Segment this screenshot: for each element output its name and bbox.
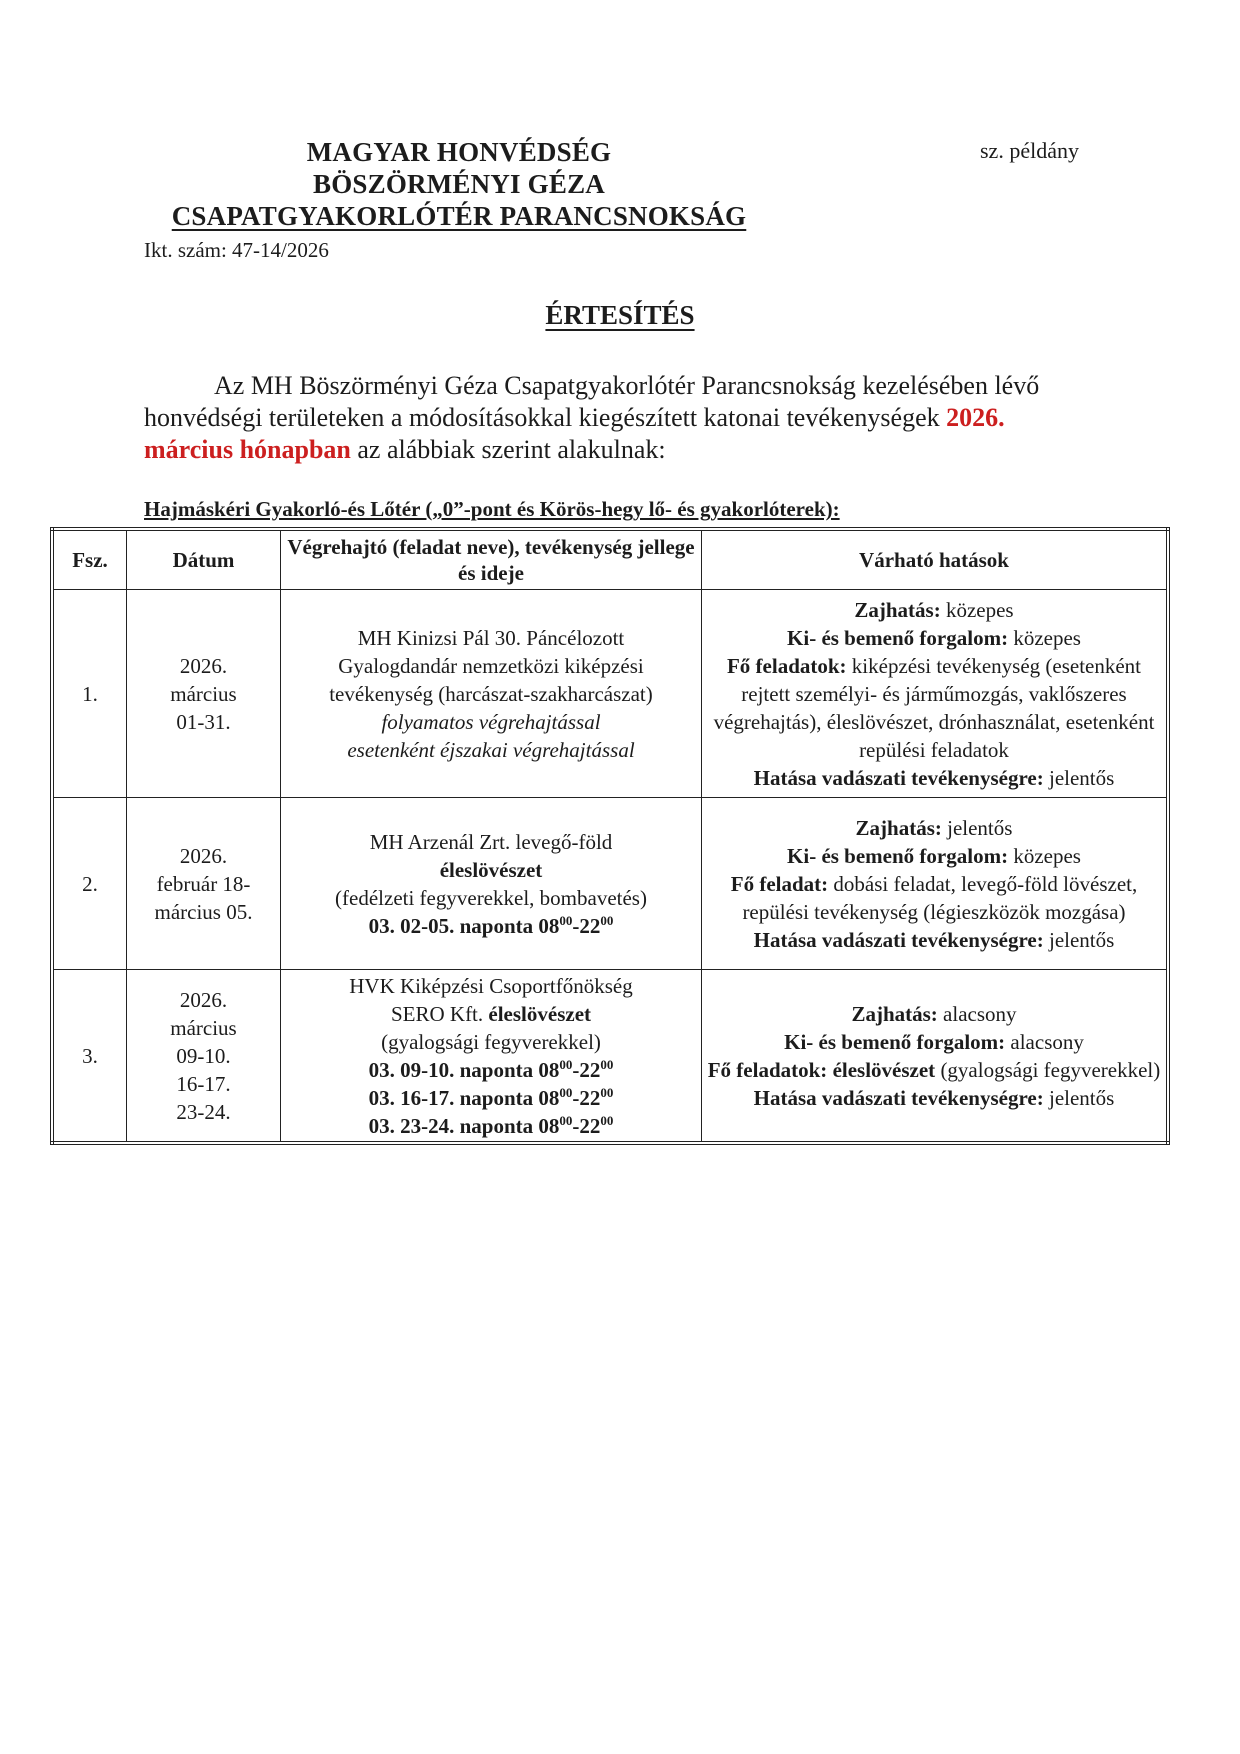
- table-row: [52, 798, 1168, 970]
- date-line: 09-10.: [176, 1043, 231, 1068]
- row-executor: [281, 970, 702, 1144]
- table-header-row: [52, 529, 1168, 590]
- header-executor: Végrehajtó (feladat neve), tevékenység jellege és ideje: [281, 529, 702, 590]
- header-effects: Várható hatások: [702, 529, 1169, 590]
- reference-number: Ikt. szám: 47-14/2026: [144, 238, 329, 262]
- row-number: 1.: [52, 590, 127, 798]
- effect-task: Fő feladatok: kiképzési tevékenység (esetenként rejtett személyi- és járműmozgás, vaklőszeres végrehajtás), éleslövészet, drónhasználat, esetenként repülési feladatok: [713, 653, 1155, 762]
- row-effects: [702, 798, 1169, 970]
- effect-hunting: Hatása vadászati tevékenységre: jelentős: [753, 765, 1115, 790]
- date-line: 2026.: [179, 987, 228, 1012]
- effect-noise: Zajhatás: jelentős: [855, 815, 1013, 840]
- executor-line: (fedélzeti fegyverekkel, bombavetés): [335, 885, 647, 910]
- intro-text-2: az alábbiak szerint alakulnak:: [350, 435, 666, 464]
- row-effects: [702, 970, 1169, 1144]
- executor-schedule: 03. 16-17. naponta $08^{00}-22^{00}$: [368, 1084, 614, 1110]
- row-effects: [702, 590, 1169, 798]
- executor-note: esetenként éjszakai végrehajtással: [347, 737, 635, 762]
- date-line: 23-24.: [176, 1099, 231, 1124]
- effect-task: Fő feladat: dobási feladat, levegő-föld lövészet, repülési tevékenység (légieszközök mozgása): [730, 871, 1138, 924]
- date-line: 2026.: [179, 843, 228, 868]
- date-line: 01-31.: [176, 709, 231, 734]
- table-row: [52, 970, 1168, 1144]
- header-fsz: Fsz.: [52, 529, 127, 590]
- executor-line: SERO Kft. éleslövészet: [390, 1001, 592, 1026]
- date-line: március: [170, 1015, 237, 1040]
- executor-note: folyamatos végrehajtással: [381, 709, 601, 734]
- org-line-1: MAGYAR HONVÉDSÉG: [306, 137, 612, 167]
- header-date: Dátum: [127, 529, 281, 590]
- date-line: március: [170, 681, 237, 706]
- organization-header: [144, 136, 774, 232]
- org-line-3: CSAPATGYAKORLÓTÉR PARANCSNOKSÁG: [171, 201, 747, 231]
- executor-schedule: 03. 23-24. naponta $08^{00}-22^{00}$: [368, 1112, 614, 1138]
- effect-task: Fő feladatok: éleslövészet (gyalogsági fegyverekkel): [707, 1057, 1161, 1082]
- row-number: 3.: [52, 970, 127, 1144]
- executor-line: HVK Kiképzési Csoportfőnökség: [349, 973, 633, 998]
- row-executor: [281, 798, 702, 970]
- effect-hunting: Hatása vadászati tevékenységre: jelentős: [753, 927, 1115, 952]
- executor-line: tevékenység (harcászat-szakharcászat): [329, 681, 653, 706]
- effect-hunting: Hatása vadászati tevékenységre: jelentős: [753, 1085, 1115, 1110]
- effect-noise: Zajhatás: alacsony: [851, 1001, 1017, 1026]
- executor-line: MH Kinizsi Pál 30. Páncélozott: [357, 625, 625, 650]
- executor-schedule: 03. 02-05. naponta $08^{00}-22^{00}$: [368, 912, 614, 938]
- copy-label: sz. példány: [980, 138, 1079, 163]
- executor-line: Gyalogdandár nemzetközi kiképzési: [338, 653, 644, 678]
- row-number: 2.: [52, 798, 127, 970]
- intro-highlight: 2026. március hónapban: [144, 403, 1005, 464]
- executor-activity: éleslövészet: [439, 857, 543, 882]
- section-title: Hajmáskéri Gyakorló-és Lőtér („0”-pont és Körös-hegy lő- és gyakorlóterek):: [144, 497, 840, 521]
- date-line: február 18-: [156, 871, 251, 896]
- date-line: március 05.: [154, 899, 253, 924]
- row-date: [127, 970, 281, 1144]
- row-executor: [281, 590, 702, 798]
- document-title: ÉRTESÍTÉS: [545, 300, 695, 330]
- effect-traffic: Ki- és bemenő forgalom: közepes: [787, 843, 1081, 868]
- executor-line: MH Arzenál Zrt. levegő-föld: [369, 829, 613, 854]
- effect-traffic: Ki- és bemenő forgalom: alacsony: [784, 1029, 1084, 1054]
- effect-traffic: Ki- és bemenő forgalom: közepes: [787, 625, 1081, 650]
- row-date: [127, 590, 281, 798]
- row-date: [127, 798, 281, 970]
- table-row: [52, 590, 1168, 798]
- executor-line: (gyalogsági fegyverekkel): [381, 1029, 601, 1054]
- date-line: 16-17.: [176, 1071, 231, 1096]
- date-line: 2026.: [179, 653, 228, 678]
- executor-schedule: 03. 09-10. naponta $08^{00}-22^{00}$: [368, 1056, 614, 1082]
- schedule-table: [50, 527, 1170, 1145]
- intro-paragraph: [144, 370, 1094, 466]
- intro-text-1: Az MH Böszörményi Géza Csapatgyakorlótér Parancsnokság kezelésében lévő honvédségi területeken a módosításokkal kiegészített katonai tevékenységek: [144, 371, 1040, 432]
- effect-noise: Zajhatás: közepes: [854, 597, 1014, 622]
- org-line-2: BÖSZÖRMÉNYI GÉZA: [313, 169, 605, 199]
